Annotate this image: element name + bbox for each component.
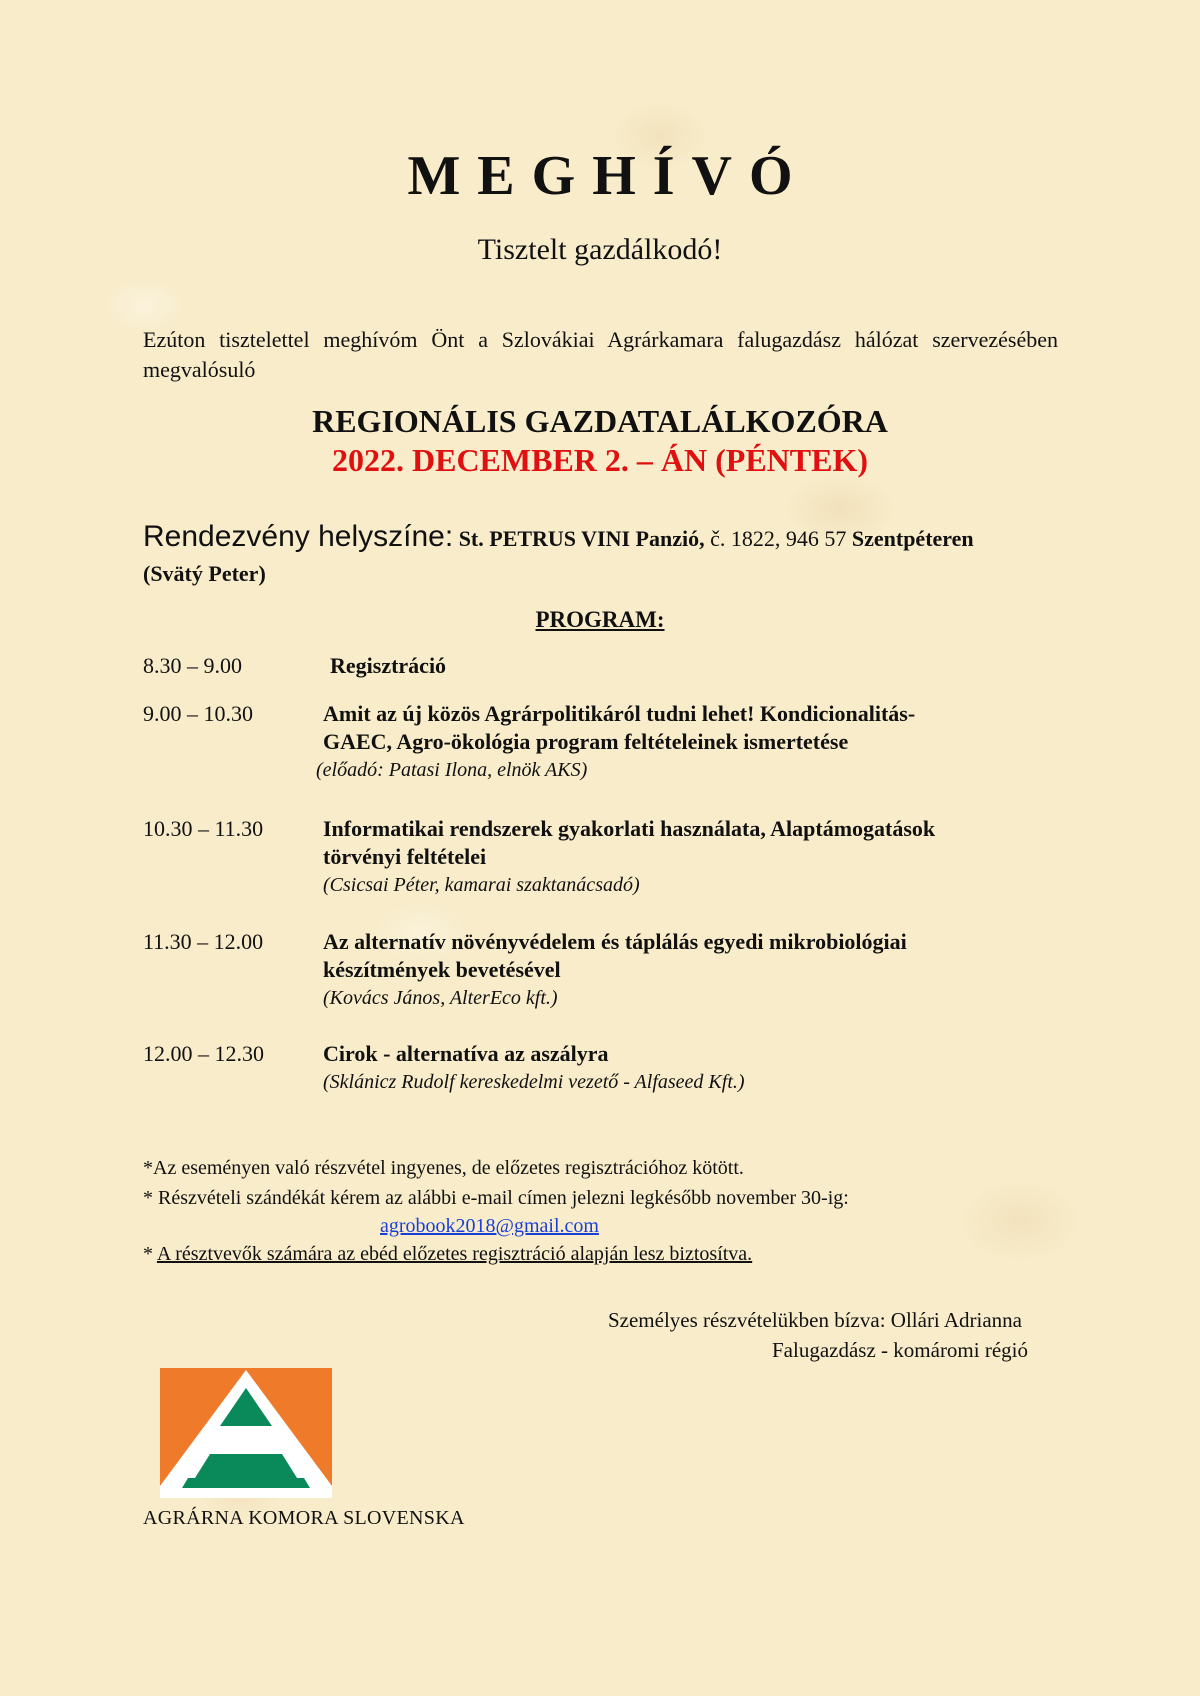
venue-name: St. PETRUS VINI Panzió, xyxy=(458,526,705,551)
program-speaker: (előadó: Patasi Ilona, elnök AKS) xyxy=(316,759,588,781)
program-speaker: (Sklánicz Rudolf kereskedelmi vezető - Alfaseed Kft.) xyxy=(323,1071,745,1093)
program-title: Az alternatív növényvédelem és táplálás egyedi mikrobiológiai xyxy=(323,929,907,954)
program-time: 8.30 – 9.00 xyxy=(143,653,242,678)
venue-address: č. 1822, 946 57 xyxy=(710,526,847,551)
program-speaker: (Kovács János, AlterEco kft.) xyxy=(323,987,558,1009)
program-title: Regisztráció xyxy=(330,653,447,678)
venue-town-sk: (Svätý Peter) xyxy=(143,561,266,586)
event-title: REGIONÁLIS GAZDATALÁLKOZÓRA xyxy=(312,403,888,439)
aks-logo xyxy=(160,1368,332,1498)
event-date: 2022. DECEMBER 2. – ÁN (PÉNTEK) xyxy=(331,442,868,478)
email-address[interactable]: agrobook2018@gmail.com xyxy=(380,1215,599,1237)
program-time: 10.30 – 11.30 xyxy=(143,816,264,841)
logo-green-base xyxy=(182,1478,310,1488)
note-registration: * Részvételi szándékát kérem az alábbi e-mail címen jelezni legkésőbb november 30-ig: xyxy=(143,1187,849,1209)
registration-email-link[interactable] xyxy=(380,1212,599,1240)
program-time: 9.00 – 10.30 xyxy=(143,701,253,726)
closing-role: Falugazdász - komáromi régió xyxy=(772,1338,1028,1362)
note-free-participation: *Az eseményen való részvétel ingyenes, de előzetes regisztrációhoz kötött. xyxy=(143,1157,744,1179)
venue-town: Szentpéteren xyxy=(851,526,974,551)
program-time: 11.30 – 12.00 xyxy=(143,929,264,954)
note-lunch-bullet: * xyxy=(143,1243,157,1265)
program-title: GAEC, Agro-ökológia program feltételeinek ismertetése xyxy=(323,729,849,754)
program-title: törvényi feltételei xyxy=(323,844,487,869)
note-lunch-text: A résztvevők számára az ebéd előzetes regisztráció alapján lesz biztosítva. xyxy=(156,1243,753,1265)
program-title: Cirok - alternatíva az aszályra xyxy=(323,1041,609,1066)
program-time: 12.00 – 12.30 xyxy=(143,1041,264,1066)
organization-name: AGRÁRNA KOMORA SLOVENSKA xyxy=(143,1507,465,1529)
venue-label: Rendezvény helyszíne: xyxy=(143,520,454,553)
note-lunch xyxy=(143,1240,752,1268)
venue-line xyxy=(143,517,1093,559)
invitation-title: MEGHÍVÓ xyxy=(407,145,810,207)
closing-signature: Személyes részvételükben bízva: Ollári Adrianna xyxy=(607,1308,1022,1332)
program-title: Informatikai rendszerek gyakorlati használata, Alaptámogatások xyxy=(323,816,936,841)
program-speaker: (Csicsai Péter, kamarai szaktanácsadó) xyxy=(323,874,640,896)
program-heading: PROGRAM: xyxy=(535,607,665,632)
intro-paragraph: Ezúton tisztelettel meghívóm Önt a Szlovákiai Agrárkamara falugazdász hálózat szervezésében megvalósuló xyxy=(143,327,1058,382)
greeting: Tisztelt gazdálkodó! xyxy=(477,233,723,266)
program-title: Amit az új közös Agrárpolitikáról tudni lehet! Kondicionalitás- xyxy=(323,701,916,726)
aks-logo-mark xyxy=(160,1368,332,1498)
program-title: készítmények bevetésével xyxy=(323,957,561,982)
